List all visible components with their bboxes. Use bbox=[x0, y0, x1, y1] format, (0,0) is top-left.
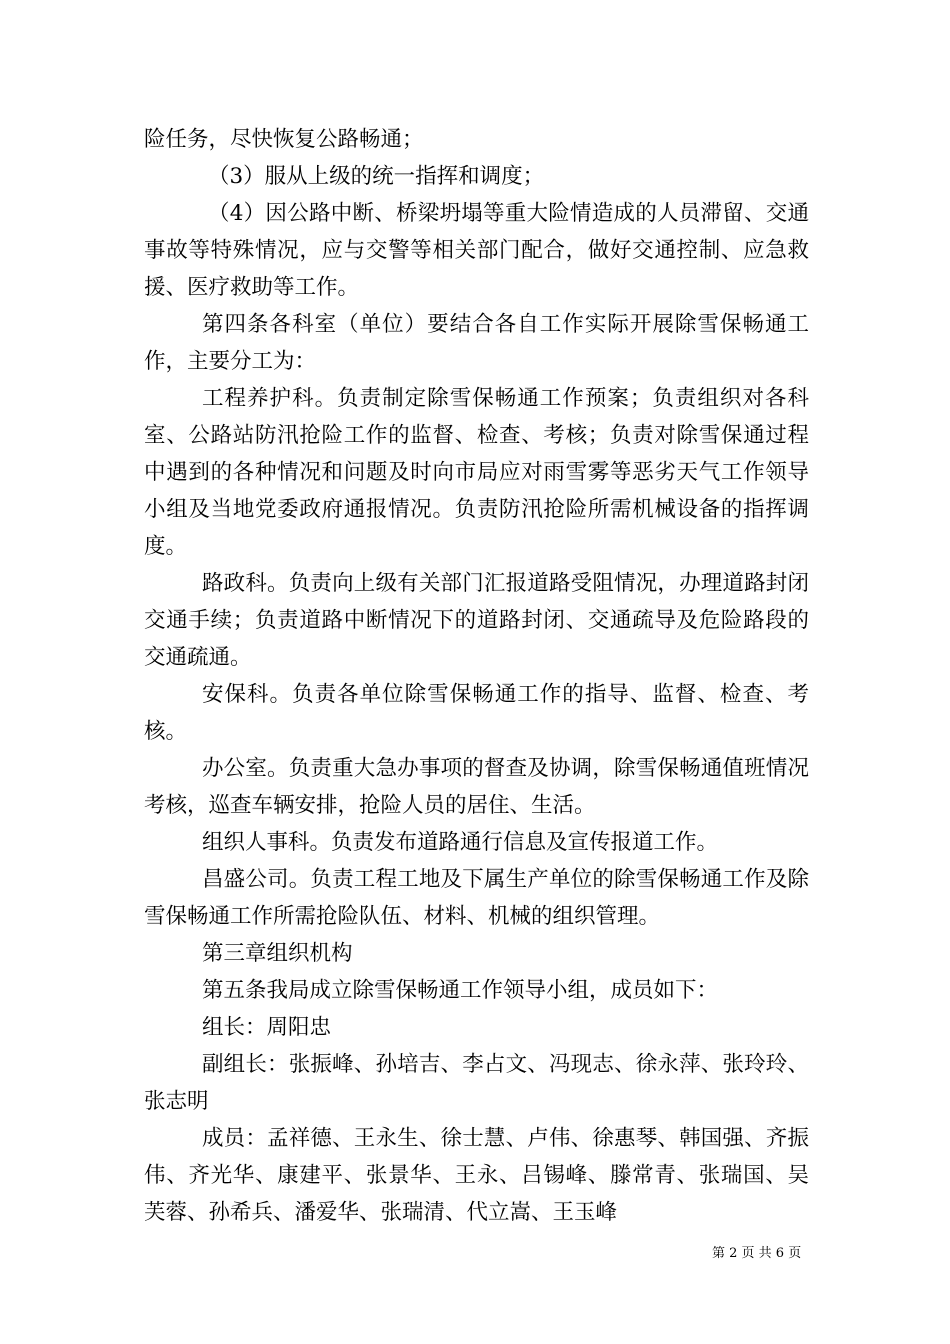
paragraph-changsheng-company: 昌盛公司。负责工程工地及下属生产单位的除雪保畅通工作及除雪保畅通工作所需抢险队伍、材料、机械的组织管理。 bbox=[144, 867, 809, 929]
paragraph-article-4: 第四条各科室（单位）要结合各自工作实际开展除雪保畅通工作，主要分工为： bbox=[144, 312, 809, 374]
paragraph-item-4: （4）因公路中断、桥梁坍塌等重大险情造成的人员滞留、交通事故等特殊情况，应与交警等相关部门配合，做好交通控制、应急救援、医疗救助等工作。 bbox=[144, 201, 809, 300]
paragraph-personnel-section: 组织人事科。负责发布道路通行信息及宣传报道工作。 bbox=[202, 830, 719, 855]
page-number: 第 2 页 共 6 页 bbox=[712, 1246, 802, 1261]
document-body bbox=[144, 121, 809, 1231]
paragraph-article-5: 第五条我局成立除雪保畅通工作领导小组，成员如下： bbox=[202, 978, 719, 1003]
paragraph-office-section: 办公室。负责重大急办事项的督查及协调，除雪保畅通值班情况考核，巡查车辆安排，抢险人员的居住、生活。 bbox=[144, 756, 809, 818]
paragraph-members: 成员：孟祥德、王永生、徐士慧、卢伟、徐惠琴、韩国强、齐振伟、齐光华、康建平、张景华、王永、吕锡峰、滕常青、张瑞国、吴芙蓉、孙希兵、潘爱华、张瑞清、代立嵩、王玉峰 bbox=[144, 1126, 809, 1225]
paragraph-engineering-section: 工程养护科。负责制定除雪保畅通工作预案；负责组织对各科室、公路站防汛抢险工作的监督、检查、考核；负责对除雪保通过程中遇到的各种情况和问题及时向市局应对雨雪雾等恶劣天气工作领导小组及当地党委政府通报情况。负责防汛抢险所需机械设备的指挥调度。 bbox=[144, 386, 809, 559]
paragraph-item-3: （3）服从上级的统一指挥和调度； bbox=[208, 164, 545, 189]
chapter-heading: 第三章组织机构 bbox=[202, 941, 353, 966]
paragraph-road-admin-section: 路政科。负责向上级有关部门汇报道路受阻情况，办理道路封闭交通手续；负责道路中断情况下的道路封闭、交通疏导及危险路段的交通疏通。 bbox=[144, 571, 809, 670]
paragraph-security-section: 安保科。负责各单位除雪保畅通工作的指导、监督、检查、考核。 bbox=[144, 682, 809, 744]
paragraph-team-leader: 组长：周阳忠 bbox=[202, 1015, 332, 1040]
paragraph-deputy-leaders: 副组长：张振峰、孙培吉、李占文、冯现志、徐永萍、张玲玲、张志明 bbox=[144, 1052, 809, 1114]
paragraph-continuation: 险任务，尽快恢复公路畅通； bbox=[144, 127, 424, 152]
